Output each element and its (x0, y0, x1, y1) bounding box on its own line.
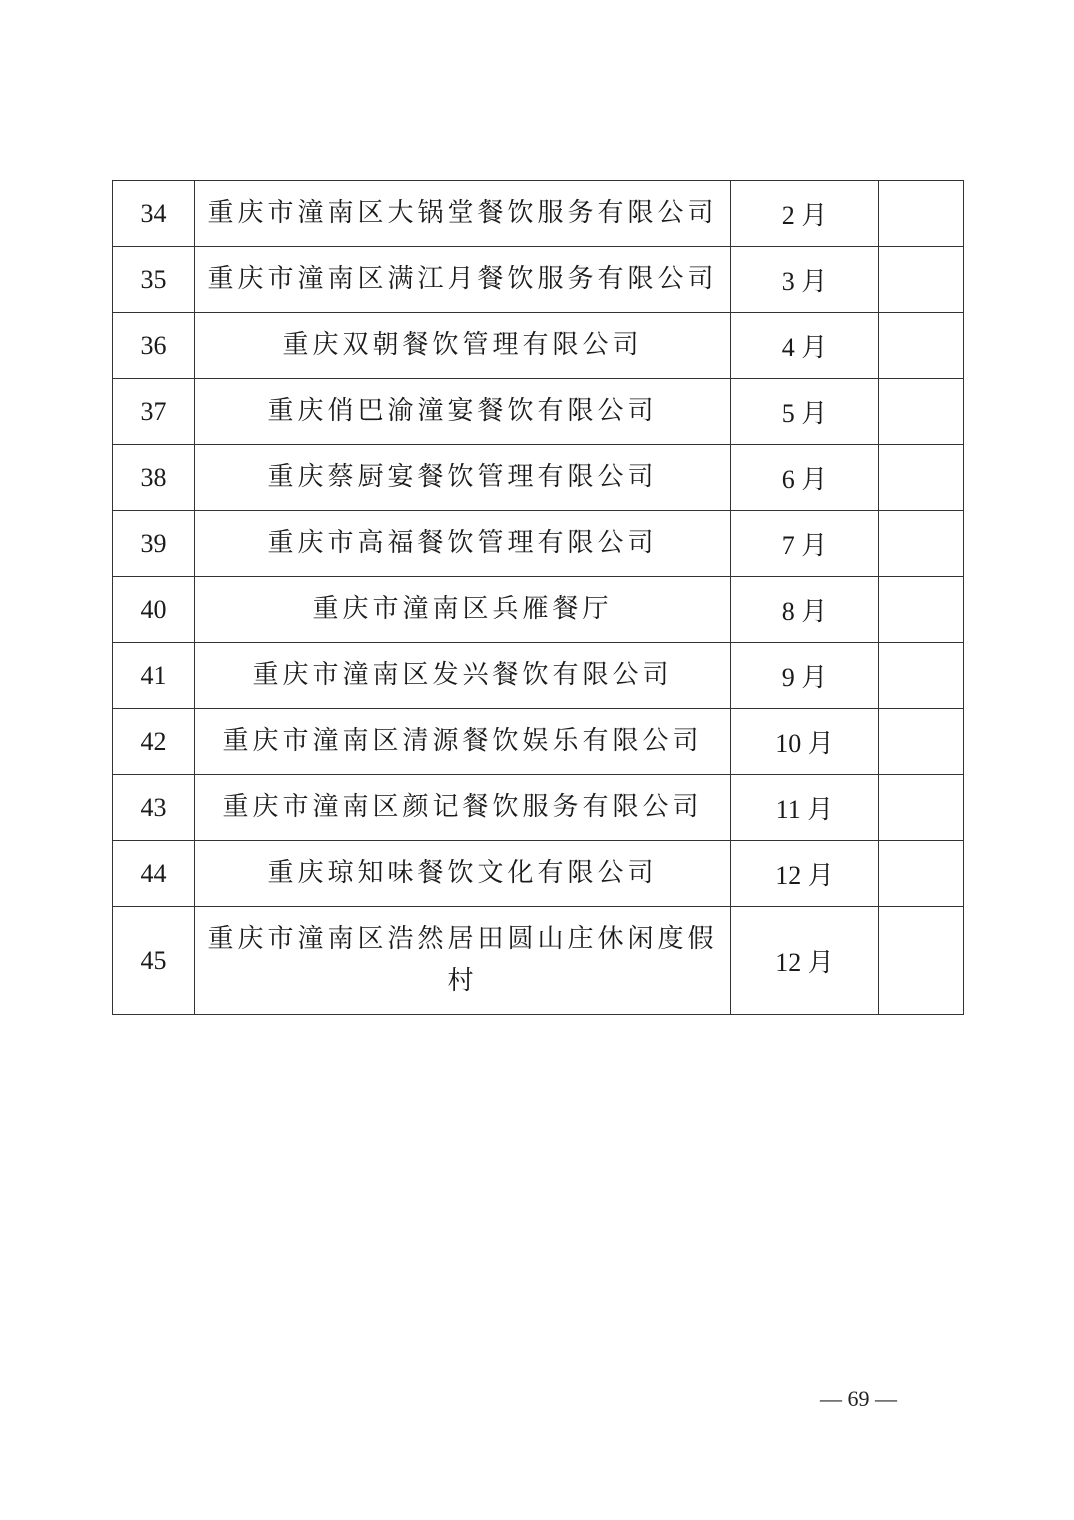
row-number: 37 (113, 379, 195, 445)
note-cell (879, 511, 964, 577)
table-row (113, 907, 964, 1015)
page-number: — 69 — (820, 1386, 897, 1411)
table-row (113, 445, 964, 511)
note-cell (879, 907, 964, 1015)
note-cell (879, 247, 964, 313)
note-cell (879, 775, 964, 841)
company-name: 重庆市潼南区浩然居田圆山庄休闲度假村 (195, 907, 731, 1015)
row-number: 34 (113, 181, 195, 247)
row-number: 40 (113, 577, 195, 643)
company-name: 重庆市高福餐饮管理有限公司 (195, 511, 731, 577)
row-number: 35 (113, 247, 195, 313)
note-cell (879, 181, 964, 247)
row-number: 38 (113, 445, 195, 511)
table-row (113, 181, 964, 247)
month-cell: 7 月 (731, 511, 879, 577)
company-name: 重庆市潼南区颜记餐饮服务有限公司 (195, 775, 731, 841)
month-cell: 8 月 (731, 577, 879, 643)
table-row (113, 775, 964, 841)
table-row (113, 379, 964, 445)
month-cell: 12 月 (731, 907, 879, 1015)
note-cell (879, 445, 964, 511)
company-name: 重庆市潼南区兵雁餐厅 (195, 577, 731, 643)
note-cell (879, 577, 964, 643)
note-cell (879, 643, 964, 709)
table-row (113, 841, 964, 907)
table-row (113, 247, 964, 313)
note-cell (879, 379, 964, 445)
company-schedule-table (112, 180, 964, 1015)
company-name: 重庆琼知味餐饮文化有限公司 (195, 841, 731, 907)
row-number: 43 (113, 775, 195, 841)
company-name: 重庆市潼南区大锅堂餐饮服务有限公司 (195, 181, 731, 247)
month-cell: 3 月 (731, 247, 879, 313)
note-cell (879, 709, 964, 775)
month-cell: 10 月 (731, 709, 879, 775)
company-name: 重庆市潼南区发兴餐饮有限公司 (195, 643, 731, 709)
company-name: 重庆蔡厨宴餐饮管理有限公司 (195, 445, 731, 511)
note-cell (879, 841, 964, 907)
row-number: 42 (113, 709, 195, 775)
table-row (113, 577, 964, 643)
month-cell: 6 月 (731, 445, 879, 511)
row-number: 41 (113, 643, 195, 709)
table-row (113, 709, 964, 775)
month-cell: 4 月 (731, 313, 879, 379)
company-name: 重庆市潼南区清源餐饮娱乐有限公司 (195, 709, 731, 775)
row-number: 45 (113, 907, 195, 1015)
row-number: 39 (113, 511, 195, 577)
company-name: 重庆俏巴渝潼宴餐饮有限公司 (195, 379, 731, 445)
row-number: 44 (113, 841, 195, 907)
month-cell: 11 月 (731, 775, 879, 841)
table-row (113, 313, 964, 379)
table-row (113, 643, 964, 709)
table-row (113, 511, 964, 577)
month-cell: 9 月 (731, 643, 879, 709)
month-cell: 5 月 (731, 379, 879, 445)
company-name: 重庆双朝餐饮管理有限公司 (195, 313, 731, 379)
month-cell: 2 月 (731, 181, 879, 247)
month-cell: 12 月 (731, 841, 879, 907)
company-name: 重庆市潼南区满江月餐饮服务有限公司 (195, 247, 731, 313)
row-number: 36 (113, 313, 195, 379)
note-cell (879, 313, 964, 379)
